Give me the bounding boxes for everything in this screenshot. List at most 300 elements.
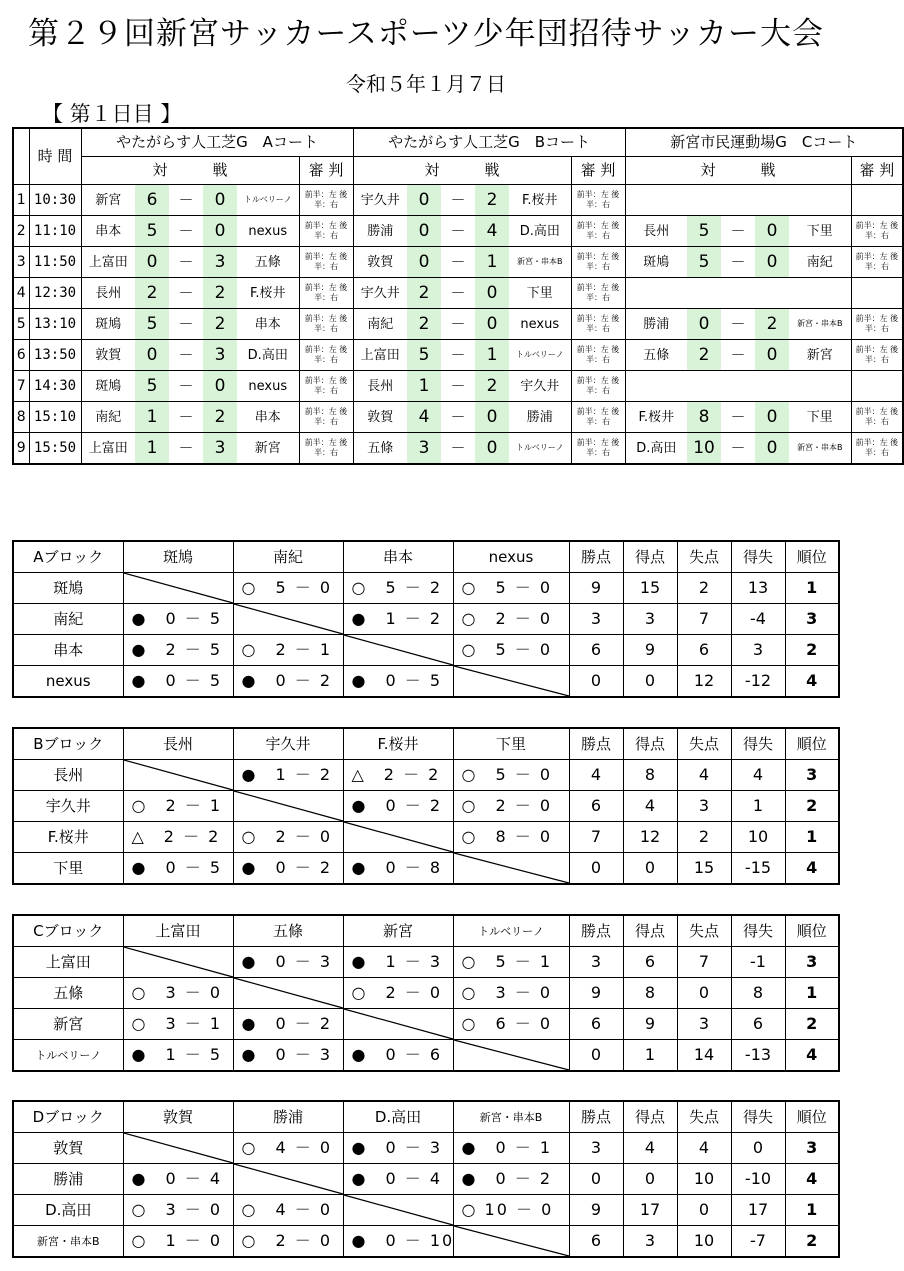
match-result: ● 0 － 5: [343, 666, 453, 698]
rank: 2: [785, 791, 839, 822]
match-number: 3: [13, 247, 29, 278]
home-score: 2: [407, 278, 441, 309]
kickoff-time: 10:30: [29, 185, 81, 216]
goals-for: 8: [623, 978, 677, 1009]
home-score: 2: [407, 309, 441, 340]
away-score: 0: [475, 433, 509, 465]
away-team: F.桜井: [509, 185, 571, 216]
away-team: 新宮: [237, 433, 299, 465]
block-d-table: [12, 1100, 840, 1258]
away-team: nexus: [509, 309, 571, 340]
match-number: 9: [13, 433, 29, 465]
empty-referee: [851, 185, 903, 216]
block-name: Cブロック: [13, 915, 123, 947]
block-b-table: [12, 727, 840, 885]
goals-for: 4: [623, 791, 677, 822]
away-score: 0: [755, 433, 789, 465]
home-team: 敦賀: [353, 402, 407, 433]
away-score: 2: [203, 309, 237, 340]
match-result: ○ 3 － 0: [453, 978, 569, 1009]
away-score: 3: [203, 340, 237, 371]
versus-header: 対 戦: [353, 157, 571, 185]
away-team: nexus: [237, 216, 299, 247]
self-match-cell: [233, 604, 343, 635]
self-match-cell: [123, 947, 233, 978]
standings-row: [13, 1164, 839, 1195]
goals-against: 2: [677, 573, 731, 604]
kickoff-time: 11:50: [29, 247, 81, 278]
team-name: 上富田: [13, 947, 123, 978]
away-score: 0: [755, 402, 789, 433]
goals-against: 10: [677, 1164, 731, 1195]
away-team: 新宮: [789, 340, 851, 371]
diagonal-line: [124, 1133, 233, 1163]
opponent-header: nexus: [453, 541, 569, 573]
home-team: 斑鳩: [81, 309, 135, 340]
referee-note: 前半：左 後半：右: [571, 247, 625, 278]
match-result: ○ 8 － 0: [453, 822, 569, 853]
home-team: 斑鳩: [625, 247, 687, 278]
goal-difference: 4: [731, 760, 785, 791]
home-score: 0: [135, 247, 169, 278]
score-dash: －: [169, 340, 203, 371]
stat-header: 得点: [623, 541, 677, 573]
score-dash: －: [721, 402, 755, 433]
home-score: 10: [687, 433, 721, 465]
goals-against: 4: [677, 1133, 731, 1164]
match-result: ○ 2 － 0: [453, 791, 569, 822]
opponent-header: トルベリーノ: [453, 915, 569, 947]
standings-row: [13, 1133, 839, 1164]
home-team: 宇久井: [353, 185, 407, 216]
score-dash: －: [169, 433, 203, 465]
points: 6: [569, 635, 623, 666]
standings-row: [13, 791, 839, 822]
match-result: ○ 2 － 0: [453, 604, 569, 635]
kickoff-time: 12:30: [29, 278, 81, 309]
away-team: D.高田: [509, 216, 571, 247]
points: 3: [569, 604, 623, 635]
rank: 1: [785, 978, 839, 1009]
points: 3: [569, 947, 623, 978]
away-score: 0: [203, 216, 237, 247]
stat-header: 勝点: [569, 728, 623, 760]
score-dash: －: [169, 278, 203, 309]
team-name: 斑鳩: [13, 573, 123, 604]
rank: 1: [785, 573, 839, 604]
match-result: ○ 5 － 0: [453, 635, 569, 666]
standings-row: [13, 822, 839, 853]
away-score: 0: [755, 340, 789, 371]
stat-header: 順位: [785, 915, 839, 947]
goal-difference: 17: [731, 1195, 785, 1226]
stat-header: 得失: [731, 1101, 785, 1133]
away-team: 五條: [237, 247, 299, 278]
match-result: ○ 2 － 1: [123, 791, 233, 822]
match-result: ● 0 － 2: [233, 1009, 343, 1040]
home-team: 串本: [81, 216, 135, 247]
match-result: ○ 5 － 2: [343, 573, 453, 604]
rank: 2: [785, 1009, 839, 1040]
goal-difference: 0: [731, 1133, 785, 1164]
away-score: 1: [475, 340, 509, 371]
score-dash: －: [169, 185, 203, 216]
match-number: 1: [13, 185, 29, 216]
goals-against: 0: [677, 1195, 731, 1226]
home-team: 斑鳩: [81, 371, 135, 402]
diagonal-line: [454, 666, 569, 696]
away-score: 2: [475, 185, 509, 216]
goals-for: 8: [623, 760, 677, 791]
match-result: ○ 3 － 0: [123, 978, 233, 1009]
block-a-table: [12, 540, 840, 698]
day-label: 【 第１日目 】: [42, 102, 182, 126]
diagonal-line: [124, 947, 233, 977]
goals-against: 4: [677, 760, 731, 791]
home-team: 五條: [625, 340, 687, 371]
standings-row: [13, 635, 839, 666]
score-dash: －: [721, 309, 755, 340]
match-result: ● 0 － 2: [453, 1164, 569, 1195]
points: 9: [569, 978, 623, 1009]
match-number: 8: [13, 402, 29, 433]
schedule-row: [13, 247, 903, 278]
standings-row: [13, 573, 839, 604]
schedule-row: [13, 340, 903, 371]
self-match-cell: [123, 573, 233, 604]
away-score: 0: [203, 371, 237, 402]
goals-against: 6: [677, 635, 731, 666]
goal-difference: 1: [731, 791, 785, 822]
home-score: 1: [135, 433, 169, 465]
goals-against: 14: [677, 1040, 731, 1072]
goals-against: 7: [677, 947, 731, 978]
schedule-row: [13, 216, 903, 247]
opponent-header: 上富田: [123, 915, 233, 947]
home-team: 上富田: [81, 247, 135, 278]
match-result: ○ 5 － 0: [453, 760, 569, 791]
referee-note: 前半：左 後半：右: [299, 402, 353, 433]
goals-for: 12: [623, 822, 677, 853]
block-name: Aブロック: [13, 541, 123, 573]
referee-note: 前半：左 後半：右: [571, 309, 625, 340]
home-score: 2: [135, 278, 169, 309]
away-team: 宇久井: [509, 371, 571, 402]
home-team: D.高田: [625, 433, 687, 465]
self-match-cell: [233, 1164, 343, 1195]
opponent-header: 新宮: [343, 915, 453, 947]
standings-row: [13, 853, 839, 885]
home-score: 5: [135, 309, 169, 340]
empty-referee: [851, 278, 903, 309]
away-score: 0: [203, 185, 237, 216]
court-header: やたがらす人工芝G Bコート: [353, 128, 625, 157]
match-result: ○ 2 － 0: [233, 1226, 343, 1258]
team-name: 新宮・串本B: [13, 1226, 123, 1258]
match-result: ○ 3 － 1: [123, 1009, 233, 1040]
schedule-row: [13, 371, 903, 402]
goals-against: 10: [677, 1226, 731, 1258]
score-dash: －: [441, 309, 475, 340]
match-result: ● 0 － 3: [233, 947, 343, 978]
diagonal-line: [344, 635, 453, 665]
stat-header: 順位: [785, 541, 839, 573]
rank: 3: [785, 947, 839, 978]
diagonal-line: [454, 1226, 569, 1256]
home-team: F.桜井: [625, 402, 687, 433]
self-match-cell: [453, 853, 569, 885]
schedule-row: [13, 309, 903, 340]
home-score: 8: [687, 402, 721, 433]
goal-difference: -15: [731, 853, 785, 885]
self-match-cell: [343, 1009, 453, 1040]
points: 7: [569, 822, 623, 853]
stat-header: 得点: [623, 915, 677, 947]
standings-row: [13, 1226, 839, 1258]
goals-for: 3: [623, 1226, 677, 1258]
home-score: 0: [687, 309, 721, 340]
home-score: 0: [407, 216, 441, 247]
away-score: 2: [755, 309, 789, 340]
kickoff-time: 15:50: [29, 433, 81, 465]
referee-note: 前半：左 後半：右: [851, 340, 903, 371]
match-result: ● 1 － 2: [343, 604, 453, 635]
points: 6: [569, 1009, 623, 1040]
home-score: 0: [135, 340, 169, 371]
home-team: 上富田: [81, 433, 135, 465]
goals-against: 12: [677, 666, 731, 698]
away-score: 0: [475, 309, 509, 340]
home-score: 6: [135, 185, 169, 216]
home-team: 南紀: [81, 402, 135, 433]
points: 9: [569, 573, 623, 604]
match-result: ● 0 － 4: [343, 1164, 453, 1195]
score-dash: －: [721, 340, 755, 371]
block-c-table: [12, 914, 840, 1072]
empty-referee: [851, 371, 903, 402]
home-score: 0: [407, 247, 441, 278]
match-result: △ 2 － 2: [123, 822, 233, 853]
rank: 3: [785, 604, 839, 635]
referee-note: 前半：左 後半：右: [299, 247, 353, 278]
match-result: ○ 3 － 0: [123, 1195, 233, 1226]
stat-header: 失点: [677, 728, 731, 760]
away-team: 串本: [237, 309, 299, 340]
team-name: nexus: [13, 666, 123, 698]
match-number: 2: [13, 216, 29, 247]
away-team: nexus: [237, 371, 299, 402]
match-result: ● 0 － 4: [123, 1164, 233, 1195]
goals-for: 15: [623, 573, 677, 604]
match-result: ○ 6 － 0: [453, 1009, 569, 1040]
diagonal-line: [344, 1195, 453, 1225]
referee-note: 前半：左 後半：右: [299, 340, 353, 371]
match-result: ○ 5 － 1: [453, 947, 569, 978]
diagonal-line: [234, 791, 343, 821]
team-name: 長州: [13, 760, 123, 791]
points: 0: [569, 853, 623, 885]
opponent-header: 勝浦: [233, 1101, 343, 1133]
home-team: 南紀: [353, 309, 407, 340]
rank: 4: [785, 1040, 839, 1072]
diagonal-line: [454, 1040, 569, 1070]
match-result: ○ 2 － 1: [233, 635, 343, 666]
referee-note: 前半：左 後半：右: [299, 433, 353, 465]
goals-for: 0: [623, 666, 677, 698]
goal-difference: -12: [731, 666, 785, 698]
away-team: 新宮・串本B: [509, 247, 571, 278]
score-dash: －: [169, 371, 203, 402]
schedule-row: [13, 433, 903, 465]
match-result: ● 0 － 2: [233, 666, 343, 698]
team-name: 下里: [13, 853, 123, 885]
opponent-header: 敦賀: [123, 1101, 233, 1133]
self-match-cell: [123, 760, 233, 791]
home-score: 1: [135, 402, 169, 433]
stat-header: 勝点: [569, 541, 623, 573]
home-team: 勝浦: [625, 309, 687, 340]
stat-header: 勝点: [569, 1101, 623, 1133]
self-match-cell: [343, 822, 453, 853]
goal-difference: -1: [731, 947, 785, 978]
opponent-header: 五條: [233, 915, 343, 947]
court-header: やたがらす人工芝G Aコート: [81, 128, 353, 157]
away-team: 新宮・串本B: [789, 309, 851, 340]
match-result: ○ 2 － 0: [343, 978, 453, 1009]
rank: 2: [785, 635, 839, 666]
score-dash: －: [441, 278, 475, 309]
home-score: 5: [135, 216, 169, 247]
home-score: 2: [687, 340, 721, 371]
referee-note: 前半：左 後半：右: [571, 340, 625, 371]
match-result: ● 0 － 5: [123, 853, 233, 885]
score-dash: －: [169, 309, 203, 340]
goals-against: 15: [677, 853, 731, 885]
points: 9: [569, 1195, 623, 1226]
self-match-cell: [453, 666, 569, 698]
diagonal-line: [344, 1009, 453, 1039]
referee-note: 前半：左 後半：右: [851, 247, 903, 278]
score-dash: －: [721, 433, 755, 465]
opponent-header: D.高田: [343, 1101, 453, 1133]
goals-for: 4: [623, 1133, 677, 1164]
self-match-cell: [343, 635, 453, 666]
team-name: D.高田: [13, 1195, 123, 1226]
opponent-header: 斑鳩: [123, 541, 233, 573]
away-score: 0: [475, 278, 509, 309]
opponent-header: 長州: [123, 728, 233, 760]
rank: 3: [785, 1133, 839, 1164]
goal-difference: -7: [731, 1226, 785, 1258]
match-result: ○ 5 － 0: [233, 573, 343, 604]
away-team: F.桜井: [237, 278, 299, 309]
away-team: D.高田: [237, 340, 299, 371]
away-score: 0: [755, 247, 789, 278]
away-team: トルベリーノ: [509, 340, 571, 371]
match-result: ● 0 － 8: [343, 853, 453, 885]
away-score: 0: [475, 402, 509, 433]
referee-note: 前半：左 後半：右: [571, 278, 625, 309]
match-number: 5: [13, 309, 29, 340]
goals-against: 2: [677, 822, 731, 853]
match-result: ● 0 － 5: [123, 666, 233, 698]
stat-header: 失点: [677, 915, 731, 947]
away-team: 新宮・串本B: [789, 433, 851, 465]
versus-header: 対 戦: [625, 157, 851, 185]
self-match-cell: [453, 1040, 569, 1072]
kickoff-time: 14:30: [29, 371, 81, 402]
standings-row: [13, 978, 839, 1009]
points: 0: [569, 1040, 623, 1072]
empty-match: [625, 185, 851, 216]
opponent-header: 新宮・串本B: [453, 1101, 569, 1133]
home-team: 敦賀: [353, 247, 407, 278]
referee-note: 前半：左 後半：右: [299, 185, 353, 216]
tournament-date: 令和５年１月７日: [346, 72, 506, 96]
block-name: Dブロック: [13, 1101, 123, 1133]
match-result: ● 2 － 5: [123, 635, 233, 666]
referee-note: 前半：左 後半：右: [571, 185, 625, 216]
stat-header: 失点: [677, 541, 731, 573]
goal-difference: 8: [731, 978, 785, 1009]
away-score: 1: [475, 247, 509, 278]
rank: 1: [785, 1195, 839, 1226]
standings-row: [13, 947, 839, 978]
away-score: 3: [203, 433, 237, 465]
referee-note: 前半：左 後半：右: [851, 309, 903, 340]
empty-match: [625, 371, 851, 402]
referee-header: 審 判: [851, 157, 903, 185]
score-dash: －: [169, 216, 203, 247]
home-score: 4: [407, 402, 441, 433]
referee-header: 審 判: [571, 157, 625, 185]
away-score: 4: [475, 216, 509, 247]
goals-against: 7: [677, 604, 731, 635]
away-team: 勝浦: [509, 402, 571, 433]
home-team: 勝浦: [353, 216, 407, 247]
away-team: トルベリーノ: [509, 433, 571, 465]
points: 3: [569, 1133, 623, 1164]
self-match-cell: [233, 978, 343, 1009]
standings-row: [13, 1009, 839, 1040]
match-number: 7: [13, 371, 29, 402]
match-result: ● 0 － 2: [343, 791, 453, 822]
match-result: ○ 1 － 0: [123, 1226, 233, 1258]
opponent-header: 下里: [453, 728, 569, 760]
team-name: 五條: [13, 978, 123, 1009]
stat-header: 順位: [785, 1101, 839, 1133]
away-score: 0: [755, 216, 789, 247]
rank: 4: [785, 666, 839, 698]
away-score: 2: [203, 402, 237, 433]
page-title: 第２９回新宮サッカースポーツ少年団招待サッカー大会: [28, 16, 824, 52]
goal-difference: -4: [731, 604, 785, 635]
away-team: 下里: [789, 402, 851, 433]
match-result: ● 0 － 6: [343, 1040, 453, 1072]
home-team: 宇久井: [353, 278, 407, 309]
points: 6: [569, 1226, 623, 1258]
home-team: 長州: [353, 371, 407, 402]
match-result: ○ 4 － 0: [233, 1133, 343, 1164]
self-match-cell: [123, 1133, 233, 1164]
self-match-cell: [343, 1195, 453, 1226]
goal-difference: -13: [731, 1040, 785, 1072]
standings-row: [13, 604, 839, 635]
match-result: ● 0 － 2: [233, 853, 343, 885]
match-result: ○ 4 － 0: [233, 1195, 343, 1226]
stat-header: 失点: [677, 1101, 731, 1133]
kickoff-time: 13:50: [29, 340, 81, 371]
